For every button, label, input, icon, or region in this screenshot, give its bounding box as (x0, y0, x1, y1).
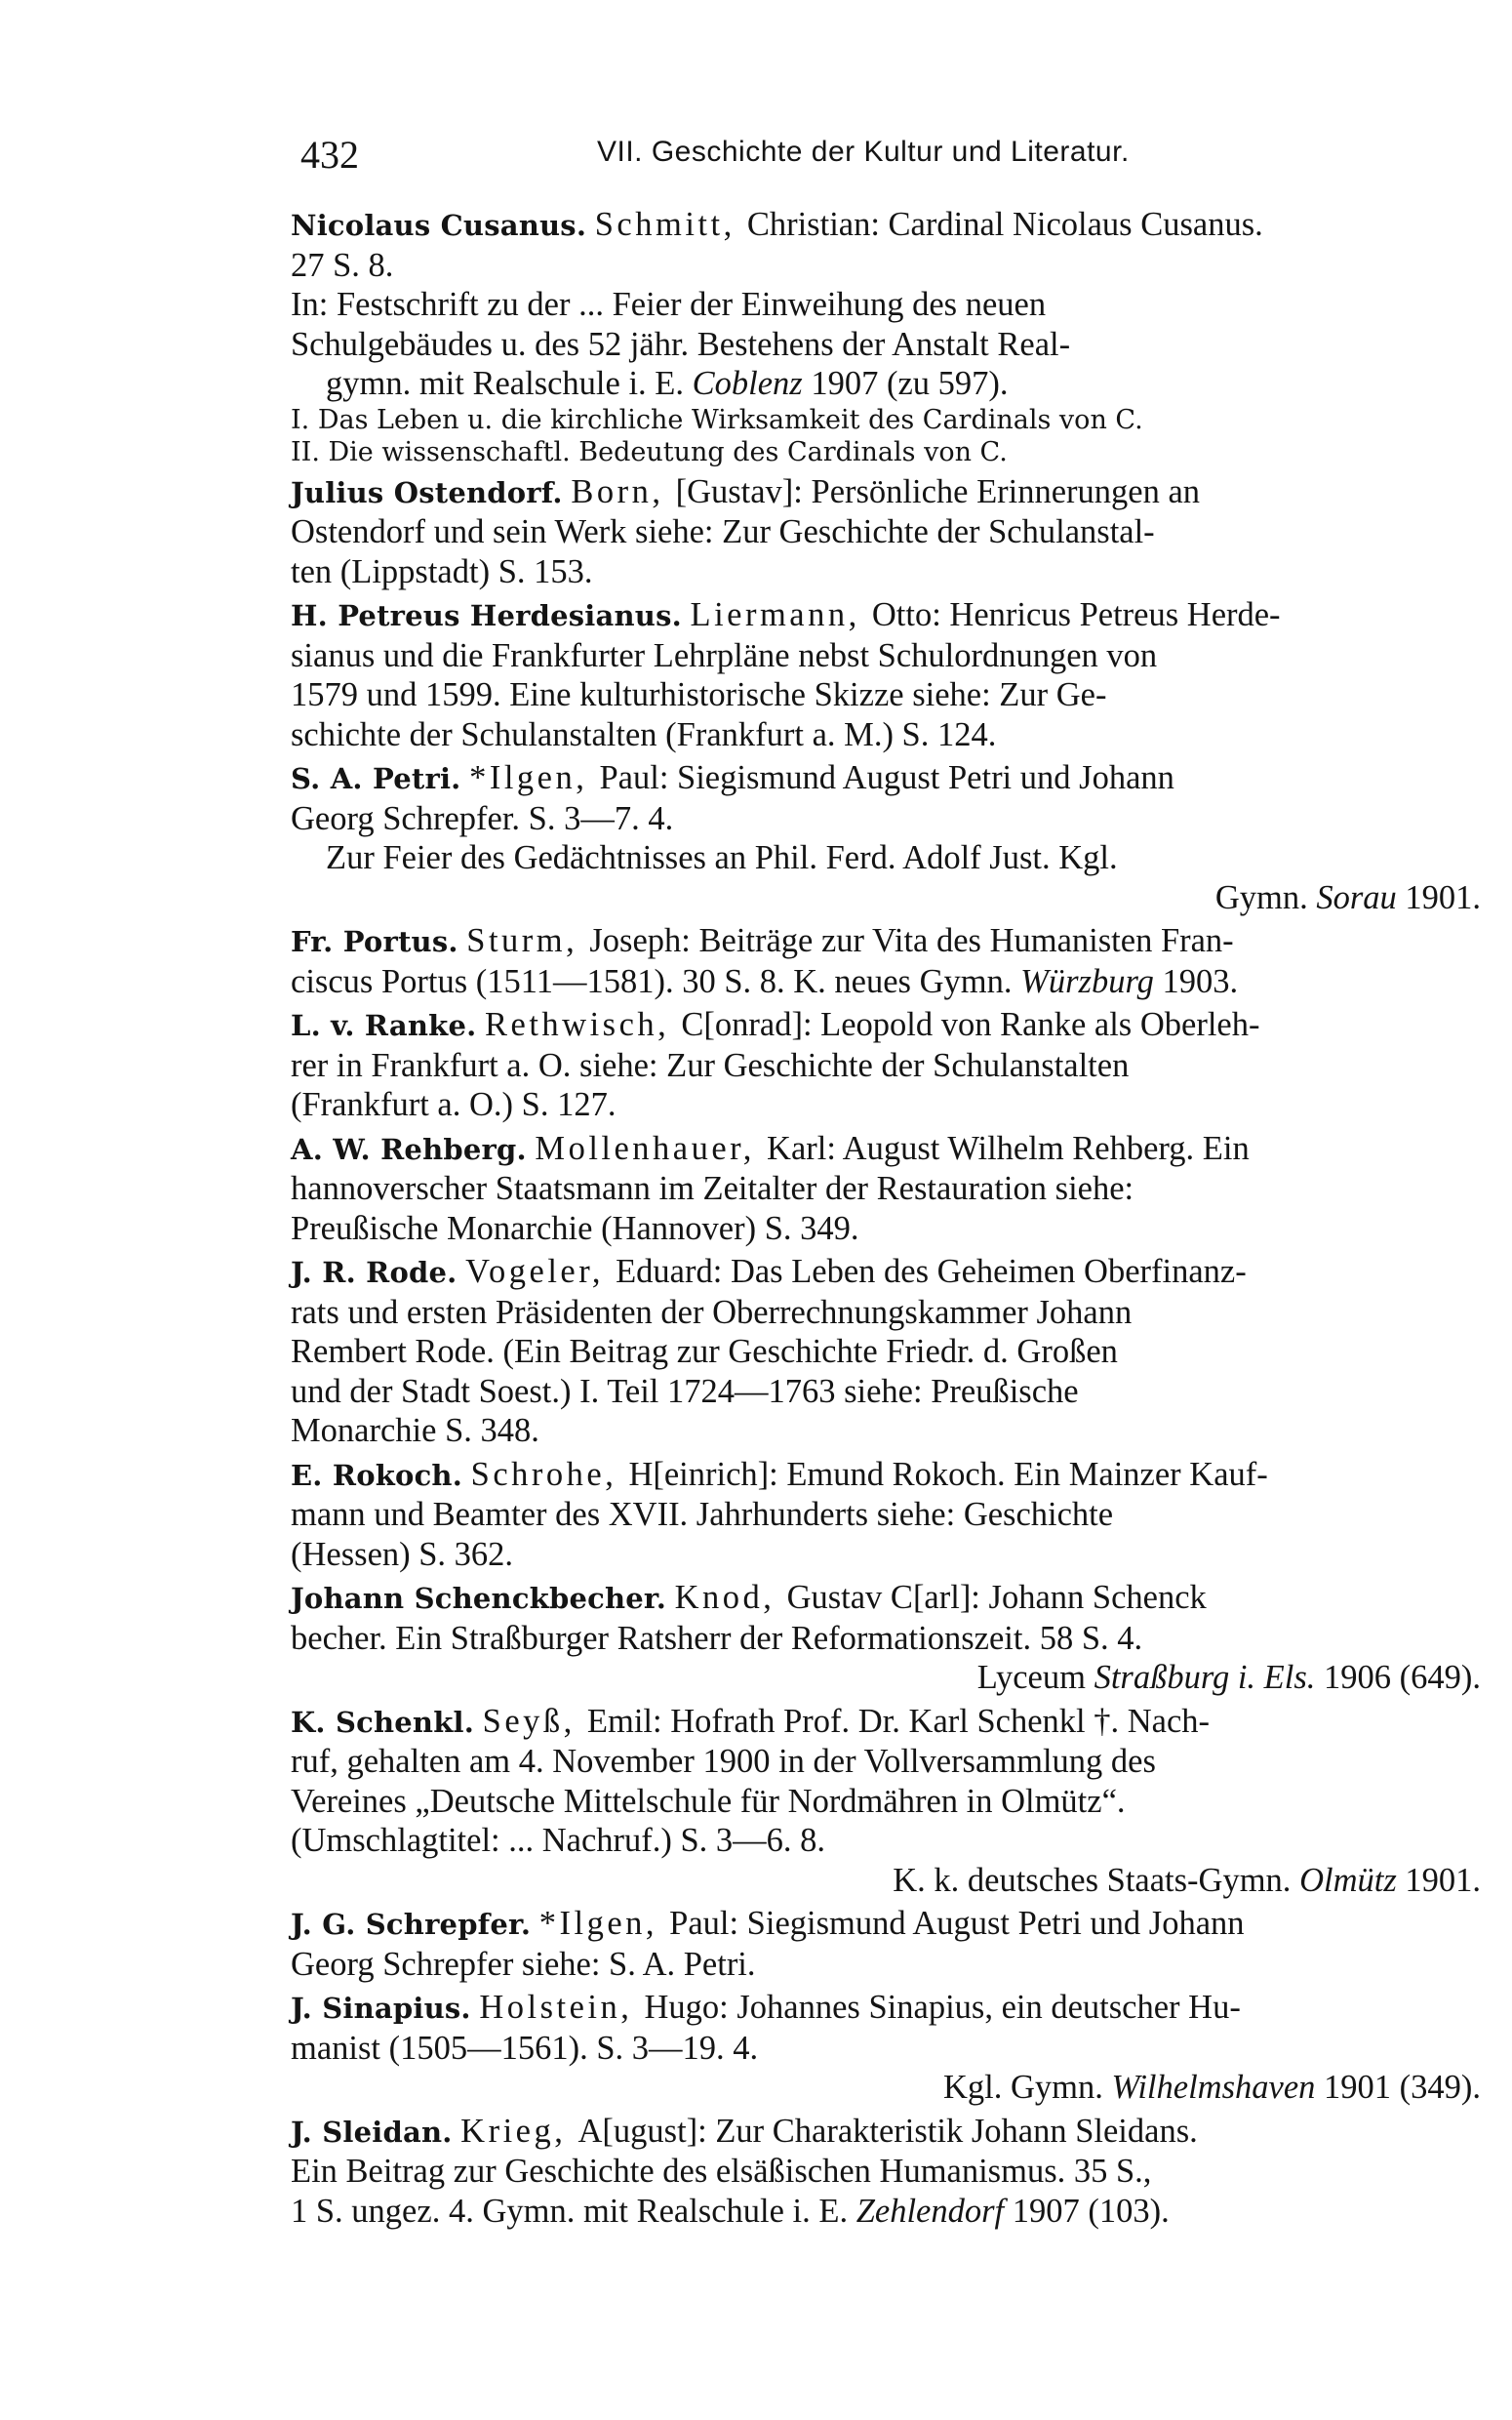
entry-place: Wilhelmshaven (1111, 2069, 1316, 2106)
entry-author: Mollenhauer, (535, 1129, 768, 1167)
entry-text: Gustav C[arl]: Johann Schenck (786, 1579, 1207, 1616)
entry-heading: J. G. Schrepfer. (291, 1908, 532, 1941)
entry-text: ten (Lippstadt) S. 153. (291, 552, 593, 590)
entry-place: Würzburg (1020, 962, 1154, 1000)
entry-sa-petri (291, 758, 1481, 917)
entry-text: (Frankfurt a. O.) S. 127. (291, 1086, 617, 1123)
entry-text: 1901 (349). (1315, 2069, 1481, 2106)
entry-text: und der Stadt Soest.) I. Teil 1724—1763 siehe: Preußische (291, 1372, 1079, 1410)
entry-aw-rehberg (291, 1129, 1481, 1249)
entry-heading: J. Sleidan. (291, 2115, 453, 2149)
entry-johann-schenckbecher (291, 1578, 1481, 1698)
entry-text: K. k. deutsches Staats-Gymn. (893, 1861, 1300, 1899)
bibliography-list (291, 205, 1481, 2235)
page-number: 432 (300, 133, 359, 177)
entry-text: Georg Schrepfer. S. 3—7. 4. (291, 799, 674, 837)
entry-text: Kgl. Gymn. (943, 2069, 1112, 2106)
entry-jr-rode (291, 1252, 1481, 1451)
entry-author: Holstein, (479, 1989, 645, 2026)
entry-heading: H. Petreus Herdesianus. (291, 599, 682, 632)
entry-text: In: Festschrift zu der ... Feier der Einweihung des neuen (291, 286, 1047, 323)
entry-text: 1907 (zu 597). (802, 365, 1009, 402)
entry-author: Krieg, (460, 2112, 578, 2150)
entry-text: mann und Beamter des XVII. Jahrhunderts siehe: Geschichte (291, 1496, 1114, 1533)
entry-author: *Ilgen, (538, 1905, 670, 1942)
entry-heading: J. Sinapius. (291, 1992, 471, 2025)
entry-text: Joseph: Beiträge zur Vita des Humanisten Fran- (589, 922, 1234, 959)
entry-text: 1901. (1396, 878, 1481, 916)
entry-text: Zur Feier des Gedächtnisses an Phil. Ferd. Adolf Just. Kgl. (326, 839, 1118, 876)
entry-text: becher. Ein Straßburger Ratsherr der Reformationszeit. 58 S. 4. (291, 1619, 1143, 1657)
entry-text: Hugo: Johannes Sinapius, ein deutscher Hu- (644, 1989, 1241, 2026)
entry-text: ciscus Portus (1511—1581). 30 S. 8. K. neues Gymn. (291, 962, 1021, 1000)
entry-contents: II. Die wissenschaftl. Bedeutung des Cardinals von C. (291, 436, 1008, 467)
entry-place: Olmütz (1299, 1861, 1397, 1899)
entry-heading: L. v. Ranke. (291, 1009, 477, 1042)
entry-text: 1579 und 1599. Eine kulturhistorische Skizze siehe: Zur Ge- (291, 676, 1107, 713)
entry-nicolaus-cusanus (291, 205, 1481, 468)
entry-text: Otto: Henricus Petreus Herde- (871, 596, 1281, 633)
entry-text: Preußische Monarchie (Hannover) S. 349. (291, 1209, 859, 1247)
entry-l-v-ranke (291, 1005, 1481, 1125)
entry-text: rats und ersten Präsidenten der Oberrechnungskammer Johann (291, 1293, 1133, 1331)
entry-place: Straßburg i. Els. (1094, 1659, 1316, 1696)
entry-heading: Fr. Portus. (291, 925, 458, 958)
entry-text: C[onrad]: Leopold von Ranke als Oberleh- (681, 1006, 1260, 1043)
entry-text: Karl: August Wilhelm Rehberg. Ein (767, 1129, 1250, 1167)
entry-text: Emil: Hofrath Prof. Dr. Karl Schenkl †. Nach- (586, 1702, 1211, 1740)
entry-text: schichte der Schulanstalten (Frankfurt a. M.) S. 124. (291, 715, 997, 753)
entry-text: hannoverscher Staatsmann im Zeitalter der Restauration siehe: (291, 1170, 1134, 1207)
entry-text: A[ugust]: Zur Charakteristik Johann Sleidans. (577, 2112, 1198, 2150)
entry-text: Paul: Siegismund August Petri und Johann (599, 759, 1174, 796)
entry-text: [Gustav]: Persönliche Erinnerungen an (675, 472, 1201, 510)
entry-author: Knod, (674, 1579, 787, 1616)
running-head: VII. Geschichte der Kultur und Literatur. (597, 136, 1130, 168)
entry-text: Paul: Siegismund August Petri und Johann (669, 1905, 1245, 1942)
entry-text: Lyceum (976, 1659, 1094, 1696)
entry-jg-schrepfer (291, 1904, 1481, 1984)
entry-text: Monarchie S. 348. (291, 1412, 539, 1449)
entry-author: Liermann, (690, 596, 872, 633)
entry-j-sleidan (291, 2112, 1481, 2232)
entry-author: *Ilgen, (469, 759, 600, 796)
entry-text: gymn. mit Realschule i. E. (326, 365, 693, 402)
entry-heading: S. A. Petri. (291, 762, 461, 795)
entry-author: Seyß, (482, 1702, 587, 1740)
entry-text: Christian: Cardinal Nicolaus Cusanus. (746, 206, 1263, 243)
entry-text: 1906 (649). (1315, 1659, 1481, 1696)
entry-text: Vereines „Deutsche Mittelschule für Nordmähren in Olmütz“. (291, 1782, 1126, 1820)
entry-text: Rembert Rode. (Ein Beitrag zur Geschichte Friedr. d. Großen (291, 1333, 1118, 1370)
entry-text: (Hessen) S. 362. (291, 1535, 514, 1573)
entry-text: Schulgebäudes u. des 52 jähr. Bestehens der Anstalt Real- (291, 325, 1071, 363)
entry-petreus-herdesianus (291, 595, 1481, 754)
entry-text: H[einrich]: Emund Rokoch. Ein Mainzer Kauf- (628, 1455, 1268, 1493)
entry-k-schenkl (291, 1702, 1481, 1901)
entry-place: Sorau (1316, 878, 1397, 916)
entry-heading: Johann Schenckbecher. (291, 1582, 667, 1615)
entry-heading: E. Rokoch. (291, 1458, 463, 1492)
entry-author: Schmitt, (594, 206, 747, 243)
entry-julius-ostendorf (291, 472, 1481, 592)
entry-author: Sturm, (466, 922, 590, 959)
entry-text: Eduard: Das Leben des Geheimen Oberfinanz- (616, 1253, 1247, 1290)
entry-fr-portus (291, 921, 1481, 1001)
entry-author: Schrohe, (470, 1455, 629, 1493)
entry-heading: Julius Ostendorf. (291, 475, 563, 509)
entry-author: Born, (571, 472, 676, 510)
entry-text: manist (1505—1561). S. 3—19. 4. (291, 2029, 759, 2067)
entry-contents: I. Das Leben u. die kirchliche Wirksamkeit des Cardinals von C. (291, 404, 1143, 435)
entry-text: sianus und die Frankfurter Lehrpläne nebst Schulordnungen von (291, 636, 1158, 674)
entry-author: Vogeler, (465, 1253, 617, 1290)
entry-text: Ostendorf und sein Werk siehe: Zur Geschichte der Schulanstal- (291, 513, 1155, 550)
entry-author: Rethwisch, (485, 1006, 682, 1043)
entry-text: Gymn. (1214, 878, 1317, 916)
entry-text: (Umschlagtitel: ... Nachruf.) S. 3—6. 8. (291, 1822, 826, 1859)
entry-place: Zehlendorf (855, 2192, 1005, 2230)
entry-text: 1907 (103). (1004, 2192, 1170, 2230)
entry-heading: A. W. Rehberg. (291, 1132, 527, 1166)
entry-heading: Nicolaus Cusanus. (291, 209, 587, 242)
entry-text: rer in Frankfurt a. O. siehe: Zur Geschichte der Schulanstalten (291, 1046, 1130, 1084)
entry-text: 1 S. ungez. 4. Gymn. mit Realschule i. E. (291, 2192, 856, 2230)
entry-text: 1901. (1396, 1861, 1481, 1899)
entry-text: Ein Beitrag zur Geschichte des elsäßischen Humanismus. 35 S., (291, 2153, 1152, 2190)
entry-text: ruf, gehalten am 4. November 1900 in der Vollversammlung des (291, 1743, 1156, 1780)
entry-heading: J. R. Rode. (291, 1256, 458, 1289)
entry-text: Georg Schrepfer siehe: S. A. Petri. (291, 1945, 756, 1983)
entry-text: 27 S. 8. (291, 246, 394, 284)
entry-j-sinapius (291, 1988, 1481, 2108)
entry-place: Coblenz (692, 365, 803, 402)
page-header (300, 132, 1471, 190)
entry-e-rokoch (291, 1455, 1481, 1575)
entry-heading: K. Schenkl. (291, 1705, 475, 1739)
entry-text: 1903. (1153, 962, 1239, 1000)
